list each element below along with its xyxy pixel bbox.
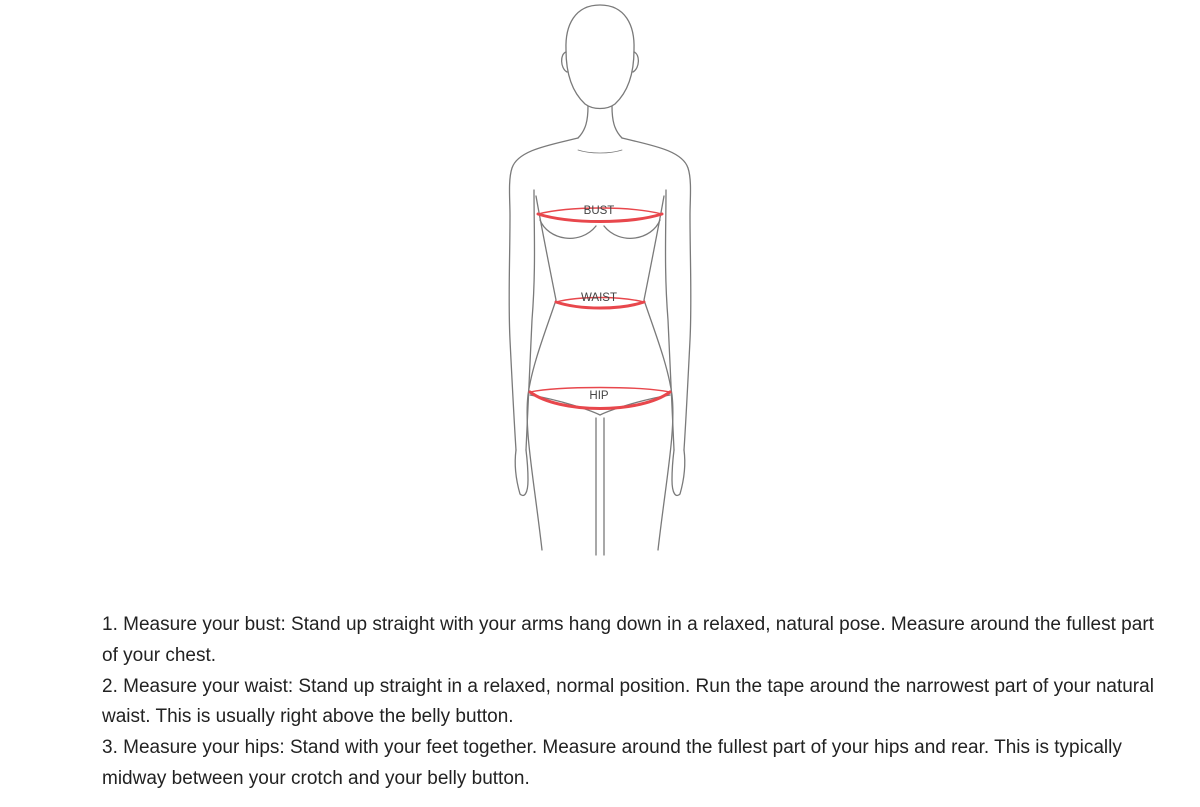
neck-right (612, 106, 622, 138)
measurement-instructions (102, 610, 1162, 795)
collarbone (578, 150, 622, 153)
left-hand (515, 450, 528, 495)
right-hand (672, 450, 685, 495)
instruction-hips: 3. Measure your hips: Stand with your feet together. Measure around the fullest part of your hips and rear. This is typically midway between your crotch and your belly button. (102, 737, 1122, 789)
neck-left (578, 106, 588, 138)
instruction-bust: 1. Measure your bust: Stand up straight with your arms hang down in a relaxed, natural pose. Measure around the fullest part of your chest. (102, 614, 1154, 666)
bust-label: BUST (583, 205, 615, 217)
figure-svg (450, 0, 750, 565)
head-outline (566, 5, 634, 109)
instruction-waist: 2. Measure your waist: Stand up straight in a relaxed, normal position. Run the tape around the narrowest part of your natural waist. This is usually right above the belly button. (102, 675, 1154, 728)
waist-label: WAIST (581, 292, 617, 304)
torso-right (644, 196, 673, 550)
torso-left (527, 196, 556, 550)
hip-label: HIP (589, 390, 609, 402)
body-measurement-figure (450, 0, 750, 565)
